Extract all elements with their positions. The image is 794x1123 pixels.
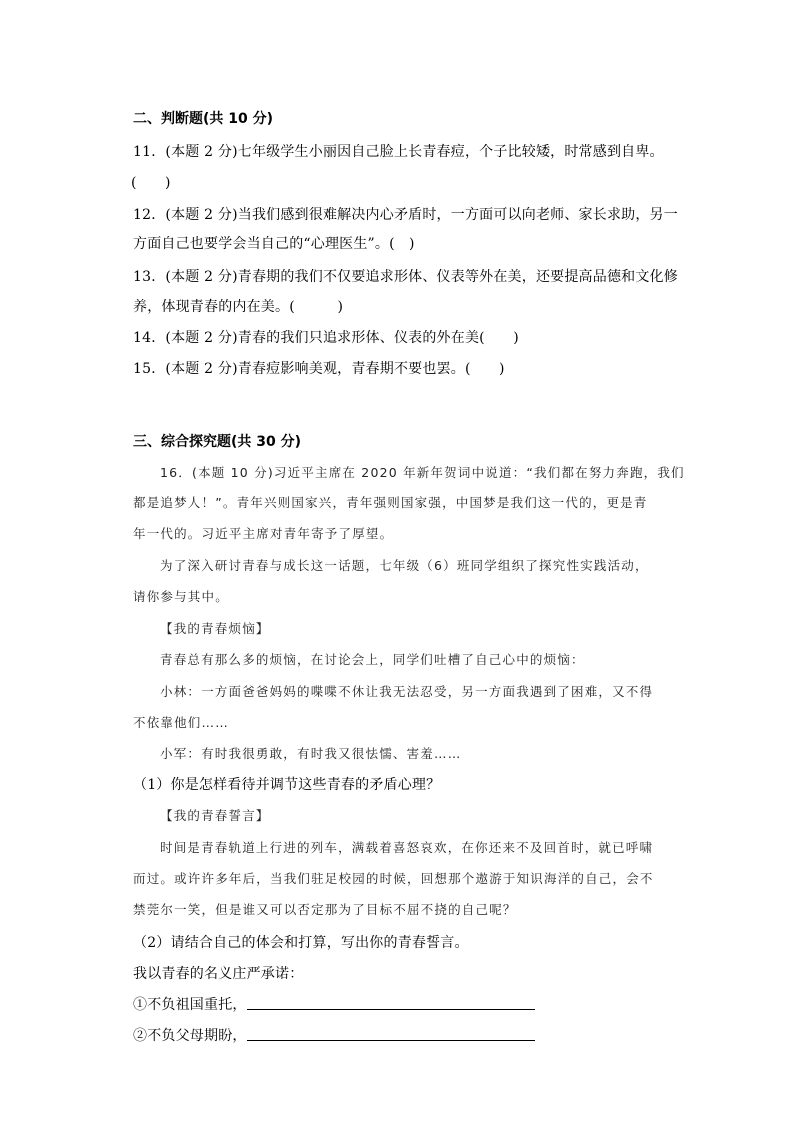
- question-16-line-2: 都是追梦人！”。青年兴则国家兴，青年强则国家强，中国梦是我们这一代的，更是青: [133, 495, 648, 510]
- xiaojun-line: 小军：有时我很勇敢，有时我又很怯懦、害羞……: [160, 746, 462, 761]
- question-13-line-2: 养，体现青春的内在美。( ): [133, 299, 344, 315]
- sub-question-2: （2）请结合自己的体会和打算，写出你的青春誓言。: [133, 935, 469, 951]
- question-12-line-1: 12．(本题 2 分)当我们感到很难解决内心矛盾时，一方面可以向老师、家长求助，另一: [133, 207, 678, 223]
- question-11-answer-blank[interactable]: ( ): [131, 175, 171, 191]
- pledge-1-label: ①不负祖国重托，: [133, 997, 247, 1013]
- activity-intro-line-2: 请你参与其中。: [133, 589, 229, 604]
- sub-question-1: （1）你是怎样看待并调节这些青春的矛盾心理？: [133, 777, 441, 793]
- motto-line-1: 时间是青春轨道上行进的列车，满载着喜怒哀欢，在你还来不及回首时，就已呼啸: [160, 840, 654, 855]
- trouble-heading: 【我的青春烦恼】: [160, 621, 270, 636]
- motto-line-2: 而过。或许许多年后，当我们驻足校园的时候，回想那个遨游于知识海洋的自己，会不: [133, 871, 654, 886]
- xiaolin-line-1: 小林：一方面爸爸妈妈的喋喋不休让我无法忍受，另一方面我遇到了困难，又不得: [160, 684, 654, 699]
- question-16-line-1: 16．(本题 10 分)习近平主席在 2020 年新年贺词中说道：“我们都在努力奔跑，我们: [160, 465, 685, 480]
- pledge-intro: 我以青春的名义庄严承诺：: [133, 966, 304, 982]
- question-11: 11．(本题 2 分)七年级学生小丽因自己脸上长青春痘，个子比较矮，时常感到自卑。: [133, 144, 664, 160]
- motto-line-3: 禁莞尔一笑，但是谁又可以否定那为了目标不屈不挠的自己呢？: [133, 902, 517, 917]
- section-3-title: 三、综合探究题(共 30 分): [133, 434, 302, 450]
- activity-intro-line-1: 为了深入研讨青春与成长这一话题，七年级（6）班同学组织了探究性实践活动，: [160, 558, 649, 573]
- question-16-line-3: 年一代的。习近平主席对青年寄予了厚望。: [133, 526, 394, 541]
- trouble-intro: 青春总有那么多的烦恼，在讨论会上，同学们吐槽了自己心中的烦恼：: [160, 652, 585, 667]
- pledge-2-answer-line[interactable]: [247, 1040, 535, 1041]
- motto-heading: 【我的青春誓言】: [160, 808, 270, 823]
- question-15: 15．(本题 2 分)青春痘影响美观，青春期不要也罢。( ): [133, 361, 505, 377]
- xiaolin-line-2: 不依靠他们……: [133, 715, 229, 730]
- question-14: 14．(本题 2 分)青春的我们只追求形体、仪表的外在美( ): [133, 330, 519, 346]
- section-2-title: 二、判断题(共 10 分): [133, 111, 274, 127]
- question-12-line-2: 方面自己也要学会当自己的“心理医生”。( ): [133, 236, 415, 252]
- pledge-2-label: ②不负父母期盼，: [133, 1028, 247, 1044]
- question-13-line-1: 13．(本题 2 分)青春期的我们不仅要追求形体、仪表等外在美，还要提高品德和文化修: [133, 269, 678, 285]
- pledge-1-answer-line[interactable]: [247, 1009, 535, 1010]
